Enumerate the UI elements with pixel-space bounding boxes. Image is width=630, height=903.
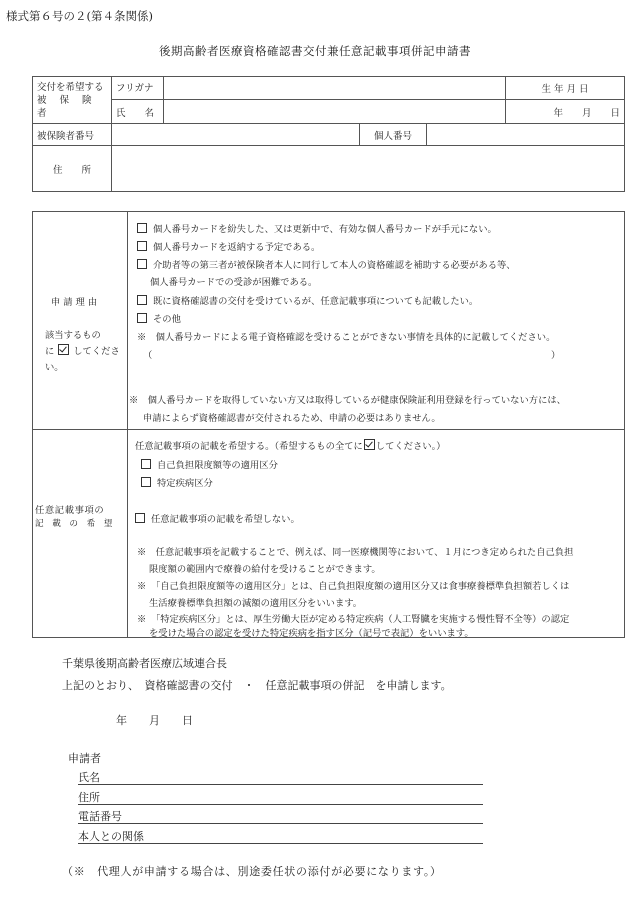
checkmark-icon [58, 344, 69, 355]
applicant-phone-input[interactable] [78, 823, 483, 824]
applicant-relation-label: 本人との関係 [78, 830, 144, 843]
optional-label-1: 任意記載事項の [35, 505, 105, 516]
optional-item-1[interactable]: 自己負担限度額等の適用区分 [141, 457, 278, 471]
optional-item-2[interactable]: 特定疾病区分 [141, 475, 213, 489]
checkbox-icon[interactable] [137, 295, 147, 305]
reason-detail-open: （ [143, 350, 153, 361]
applicant-address-input[interactable] [78, 804, 483, 805]
checkbox-icon[interactable] [137, 259, 147, 269]
optional-wish: 任意記載事項の記載を希望する。（希望するもの全てに してください。） [135, 441, 446, 452]
reason-detail-note: ※ 個人番号カードによる電子資格確認を受けることができない事情を具体的に記載してください。 [137, 332, 556, 343]
optional-note-1a: ※ 任意記載事項を記載することで、例えば、同一医療機関等において、１月につき定められた自己負担 [137, 547, 574, 558]
checkbox-icon[interactable] [137, 223, 147, 233]
reason-note-a: 該当するもの [45, 330, 101, 341]
reason-option-3[interactable]: 介助者等の第三者が被保険者本人に同行して本人の資格確認を補助する必要がある等、 [137, 257, 516, 271]
optional-label-2: 記 載 の 希 望 [35, 519, 113, 529]
furigana-label: フリガナ [112, 77, 164, 100]
proxy-note: （※ 代理人が申請する場合は、別途委任状の添付が必要になります。） [62, 865, 442, 878]
reason-option-3-cont: 個人番号カードでの受診が困難である。 [150, 277, 318, 288]
optional-note-2a: ※ 「自己負担限度額等の適用区分」とは、自己負担限度額の適用区分又は食事療養標準負担額若しくは [137, 581, 570, 592]
applicant-phone-label: 電話番号 [78, 810, 122, 823]
applicant-address-label: 住所 [78, 791, 100, 804]
address-label: 住 所 [33, 146, 112, 192]
reason-option-4[interactable]: 既に資格確認書の交付を受けているが、任意記載事項についても記載したい。 [137, 293, 478, 307]
date-field[interactable]: 年 月 日 [116, 714, 193, 727]
checkbox-icon[interactable] [141, 477, 151, 487]
applicant-name-label: 氏名 [78, 771, 100, 784]
reason-detail-input[interactable] [157, 343, 547, 361]
applicant-relation-input[interactable] [78, 843, 483, 844]
optional-note-1b: 限度額の範囲内で療養の給付を受けることができます。 [149, 564, 381, 575]
name-input[interactable] [164, 100, 506, 124]
checkbox-icon[interactable] [135, 513, 145, 523]
reason-option-1[interactable]: 個人番号カードを紛失した、又は更新中で、有効な個人番号カードが手元にない。 [137, 221, 497, 235]
my-number-label: 個人番号 [360, 124, 427, 146]
reason-option-2[interactable]: 個人番号カードを返納する予定である。 [137, 239, 320, 253]
birthdate-input[interactable]: 年 月 日 [506, 100, 625, 124]
name-label: 氏 名 [112, 100, 164, 124]
checkbox-icon[interactable] [141, 459, 151, 469]
insured-number-label: 被保険者番号 [33, 124, 112, 146]
reason-note-b: に してくださ [45, 346, 120, 357]
my-number-input[interactable] [427, 124, 625, 146]
statement: 上記のとおり、 資格確認書の交付 ・ 任意記載事項の併記 を申請します。 [62, 679, 452, 692]
reason-label: 申 請 理 由 [51, 297, 98, 308]
optional-note-2b: 生活療養標準負担額の減額の適用区分をいいます。 [149, 598, 363, 609]
addressee: 千葉県後期高齢者医療広域連合長 [62, 657, 227, 670]
optional-no-wish[interactable]: 任意記載事項の記載を希望しない。 [135, 511, 300, 525]
applicant-label: 申請者 [68, 752, 101, 765]
reason-option-5[interactable]: その他 [137, 311, 181, 325]
checkbox-icon[interactable] [137, 241, 147, 251]
checkbox-icon[interactable] [137, 313, 147, 323]
address-input[interactable] [112, 146, 625, 192]
reason-note-c: い。 [45, 362, 64, 373]
reason-and-options-box [32, 211, 625, 638]
reason-note-2a: ※ 個人番号カードを取得していない方又は取得しているが健康保険証利用登録を行っていない方には、 [129, 395, 566, 406]
page-title: 後期高齢者医療資格確認書交付兼任意記載事項併記申請書 [159, 44, 471, 58]
reason-note-2b: 申請によらず資格確認書が交付されるため、申請の必要はありません。 [143, 413, 441, 424]
applicant-label: 交付を希望する 被 保 険 者 [33, 77, 112, 124]
optional-note-3b: を受けた場合の認定を受けた特定疾病を指す区分（記号で表記）をいいます。 [149, 628, 474, 639]
reason-detail-close: ） [551, 350, 561, 361]
applicant-table [32, 76, 625, 192]
form-number: 様式第６号の２(第４条関係) [6, 9, 153, 23]
furigana-input[interactable] [164, 77, 506, 100]
checkmark-icon [364, 439, 375, 450]
optional-note-3a: ※ 「特定疾病区分」とは、厚生労働大臣が定める特定疾病（人工腎臓を実施する慢性腎不全等）の認定 [137, 614, 570, 625]
birthdate-label: 生 年 月 日 [506, 77, 625, 100]
applicant-name-input[interactable] [78, 784, 483, 785]
insured-number-input[interactable] [112, 124, 360, 146]
